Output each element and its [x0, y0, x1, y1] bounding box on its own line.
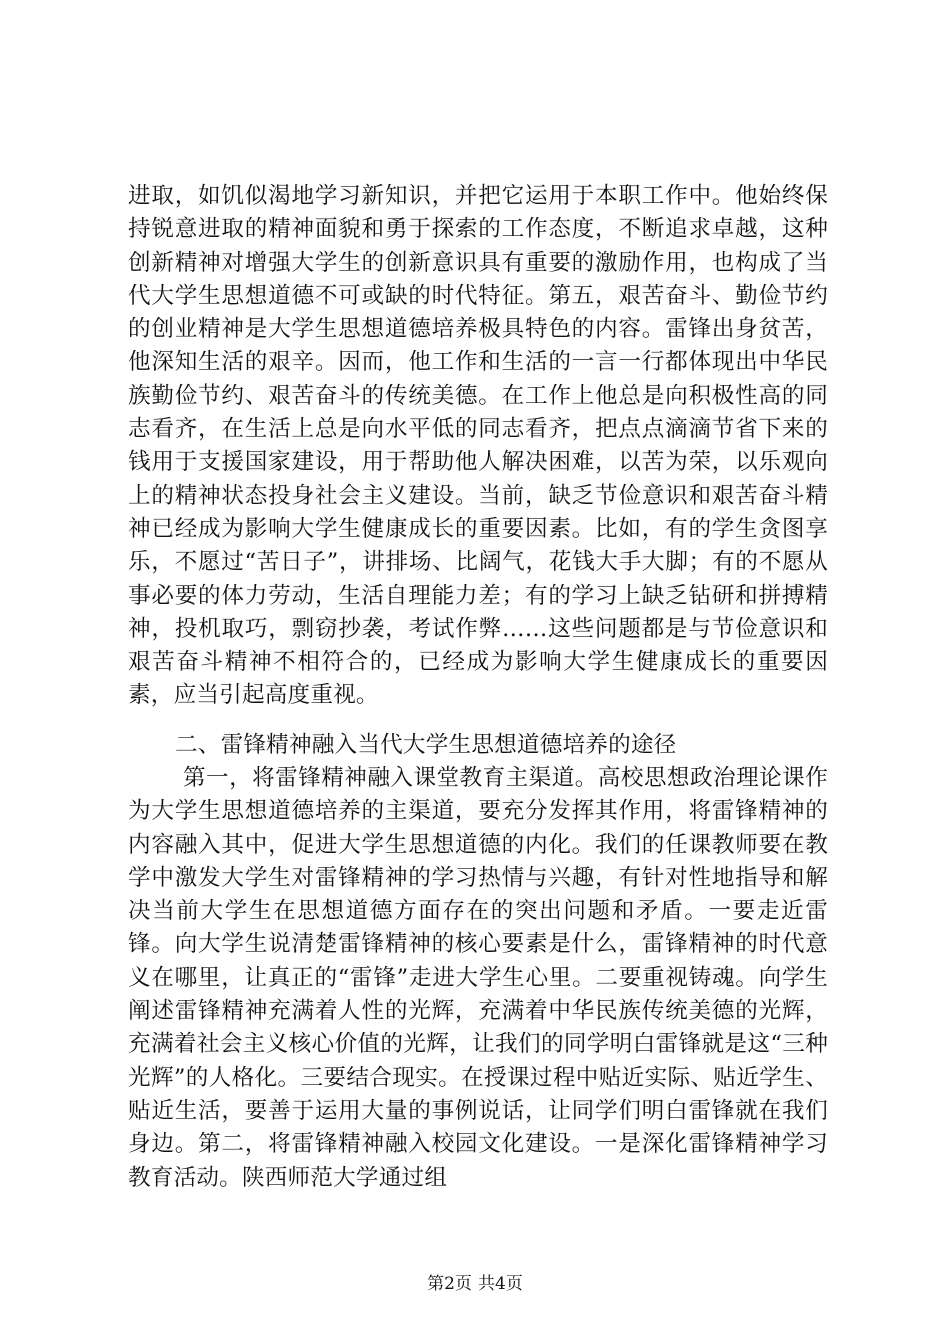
body-paragraph-section2: 第一，将雷锋精神融入课堂教育主渠道。高校思想政治理论课作为大学生思想道德培养的主渠道，要充分发挥其作用，将雷锋精神的内容融入其中，促进大学生思想道德的内化。我们的任课教师要在教学中激发大学生对雷锋精神的学习热情与兴趣，有针对性地指导和解决当前大学生在思想道德方面存在的突出问题和矛盾。一要走近雷锋。向大学生说清楚雷锋精神的核心要素是什么，雷锋精神的时代意义在哪里，让真正的“雷锋”走进大学生心里。二要重视铸魂。向学生阐述雷锋精神充满着人性的光辉，充满着中华民族传统美德的光辉，充满着社会主义核心价值的光辉，让我们的同学明白雷锋就是这“三种光辉”的人格化。三要结合现实。在授课过程中贴近实际、贴近学生、贴近生活，要善于运用大量的事例说话，让同学们明白雷锋就在我们身边。第二，将雷锋精神融入校园文化建设。一是深化雷锋精神学习教育活动。陕西师范大学通过组 — [128, 765, 828, 1191]
page-footer — [0, 1273, 950, 1295]
section-heading: 二、雷锋精神融入当代大学生思想道德培养的途径 — [175, 732, 677, 758]
page-number: 第2页 — [427, 1274, 472, 1294]
body-paragraph-continued: 进取，如饥似渴地学习新知识，并把它运用于本职工作中。他始终保持锐意进取的精神面貌和勇于探索的工作态度，不断追求卓越，这种创新精神对增强大学生的创新意识具有重要的激励作用，也构成了当代大学生思想道德不可或缺的时代特征。第五，艰苦奋斗、勤俭节约的创业精神是大学生思想道德培养极具特色的内容。雷锋出身贫苦，他深知生活的艰辛。因而，他工作和生活的一言一行都体现出中华民族勤俭节约、艰苦奋斗的传统美德。在工作上他总是向积极性高的同志看齐，在生活上总是向水平低的同志看齐，把点点滴滴节省下来的钱用于支援国家建设，用于帮助他人解决困难，以苦为荣，以乐观向上的精神状态投身社会主义建设。当前，缺乏节俭意识和艰苦奋斗精神已经成为影响大学生健康成长的重要因素。比如，有的学生贪图享乐，不愿过“苦日子”，讲排场、比阔气，花钱大手大脚；有的不愿从事必要的体力劳动，生活自理能力差；有的学习上缺乏钻研和拼搏精神，投机取巧，剽窃抄袭，考试作弊……这些问题都是与节俭意识和艰苦奋斗精神不相符合的，已经成为影响大学生健康成长的重要因素，应当引起高度重视。 — [128, 183, 828, 709]
page-total: 共4页 — [478, 1274, 523, 1294]
